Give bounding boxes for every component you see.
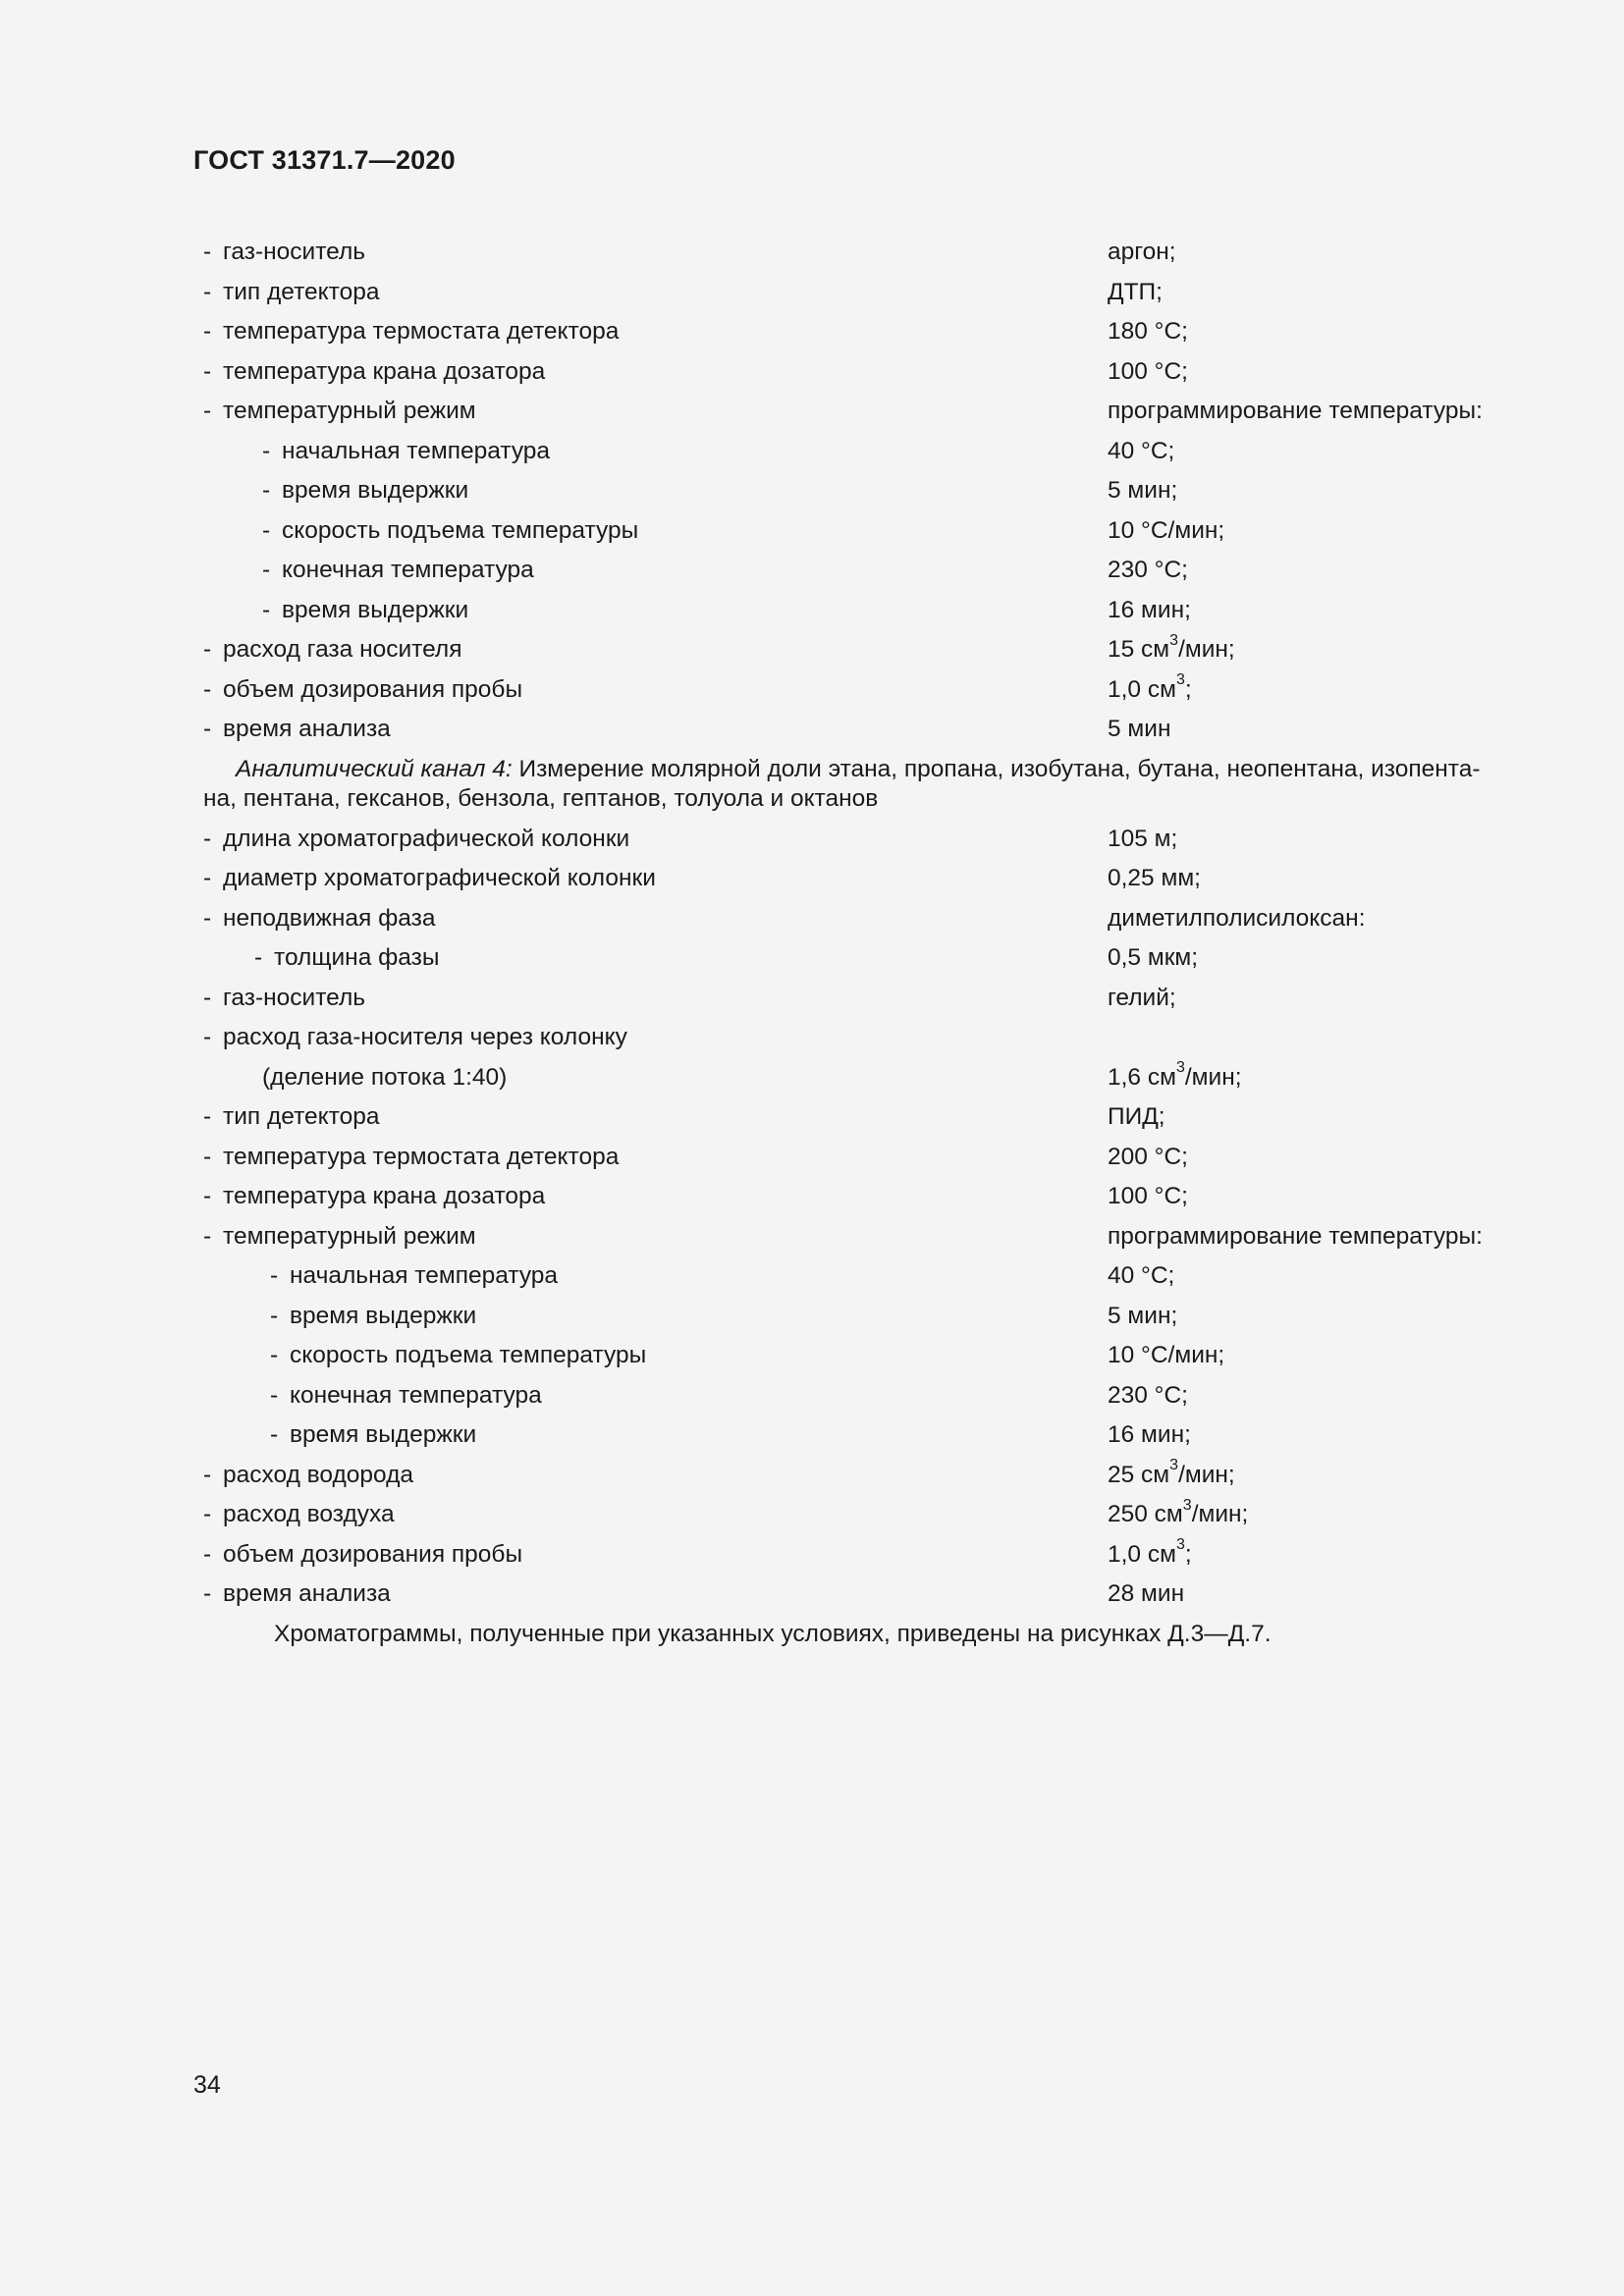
list-dash: - xyxy=(203,1183,212,1209)
list-dash: - xyxy=(203,675,212,703)
param-value: 1,6 $см^3$/мин; xyxy=(1108,1059,1242,1091)
list-dash: - xyxy=(203,398,212,424)
list-dash: - xyxy=(203,318,212,345)
param-label: тип детектора xyxy=(223,278,380,305)
param-label: начальная температура xyxy=(290,1262,559,1289)
param-label: время выдержки xyxy=(282,477,469,504)
param-value: 230 °С; xyxy=(1108,1381,1188,1409)
param-value: 40 °С; xyxy=(1108,437,1175,464)
chromatograms-note: Хроматограммы, полученные при указанных условиях, приведены на рисунках Д.3—Д.7. xyxy=(274,1620,1272,1647)
list-dash: - xyxy=(203,1461,212,1488)
list-dash: - xyxy=(254,944,263,971)
param-value: 10 °С/мин; xyxy=(1108,516,1225,544)
param-label: расход воздуха xyxy=(223,1501,395,1527)
param-label: температурный режим xyxy=(223,1222,476,1250)
param-value: 105 м; xyxy=(1108,825,1178,852)
param-value: 40 °С; xyxy=(1108,1262,1175,1289)
page-number: 34 xyxy=(193,2071,221,2099)
param-value: 15 $см^3$/мин; xyxy=(1108,631,1235,663)
list-dash: - xyxy=(270,1262,279,1289)
param-subrow xyxy=(0,511,1624,552)
param-value: 230 °С; xyxy=(1108,557,1188,583)
param-label: газ-носитель xyxy=(223,239,366,265)
param-row xyxy=(0,820,1624,860)
param-label: конечная температура xyxy=(290,1381,542,1409)
param-row xyxy=(0,1535,1624,1575)
param-row xyxy=(0,1177,1624,1217)
list-dash: - xyxy=(203,825,212,852)
param-subrow xyxy=(0,938,1624,979)
param-subrow xyxy=(0,1297,1624,1337)
param-value: 16 мин; xyxy=(1108,1421,1191,1448)
param-row xyxy=(0,233,1624,273)
param-row xyxy=(0,899,1624,939)
param-row xyxy=(0,630,1624,670)
channel-4-paragraph xyxy=(0,750,1624,820)
param-label: температура термостата детектора xyxy=(223,1143,620,1170)
param-value: 100 °С; xyxy=(1108,357,1188,385)
parameters-list xyxy=(0,233,1624,1654)
param-value: 10 °С/мин; xyxy=(1108,1342,1225,1368)
param-label: тип детектора xyxy=(223,1103,380,1130)
param-label: время выдержки xyxy=(290,1421,477,1448)
param-value: диметилполисилоксан: xyxy=(1108,904,1366,932)
param-subrow xyxy=(0,432,1624,472)
param-label: температура крана дозатора xyxy=(223,1183,546,1209)
param-label: расход газа носителя xyxy=(223,636,462,663)
param-value: 16 мин; xyxy=(1108,596,1191,623)
param-value: 0,25 мм; xyxy=(1108,865,1201,891)
param-label: длина хроматографической колонки xyxy=(223,825,630,852)
list-dash: - xyxy=(270,1302,279,1329)
param-value: 180 °С; xyxy=(1108,318,1188,345)
param-row xyxy=(0,859,1624,899)
document-header: ГОСТ 31371.7—2020 xyxy=(193,145,456,175)
param-value: 250 $см^3$/мин; xyxy=(1108,1496,1249,1527)
param-label: толщина фазы xyxy=(274,944,440,971)
param-label: расход водорода xyxy=(223,1461,414,1488)
channel-4-text-line1: Измерение молярной доли этана, пропана, изобутана, бутана, неопентана, изопента- xyxy=(512,755,1481,782)
param-label: газ-носитель xyxy=(223,984,366,1011)
list-dash: - xyxy=(203,1540,212,1568)
param-value: программирование температуры: xyxy=(1108,1222,1483,1250)
list-dash: - xyxy=(262,516,271,544)
param-label: (деление потока 1:40) xyxy=(262,1063,508,1091)
param-subrow xyxy=(0,471,1624,511)
param-row xyxy=(0,352,1624,393)
list-dash: - xyxy=(203,984,212,1011)
param-label: объем дозирования пробы xyxy=(223,1540,523,1568)
list-dash: - xyxy=(262,477,271,504)
param-label: диаметр хроматографической колонки xyxy=(223,865,656,891)
param-subrow xyxy=(0,1376,1624,1416)
param-label: время выдержки xyxy=(290,1302,477,1329)
param-value: программирование температуры: xyxy=(1108,398,1483,424)
list-dash: - xyxy=(270,1421,279,1448)
param-subrow xyxy=(0,1415,1624,1456)
param-subrow xyxy=(0,1336,1624,1376)
list-dash: - xyxy=(203,357,212,385)
list-dash: - xyxy=(203,1501,212,1527)
param-row xyxy=(0,979,1624,1019)
list-dash: - xyxy=(203,636,212,663)
param-value: аргон; xyxy=(1108,239,1176,265)
list-dash: - xyxy=(270,1381,279,1409)
param-value: 0,5 мкм; xyxy=(1108,944,1199,971)
param-value: гелий; xyxy=(1108,984,1176,1011)
param-value: 5 мин; xyxy=(1108,1302,1178,1329)
param-row xyxy=(0,670,1624,711)
list-dash: - xyxy=(203,1024,212,1050)
param-value: 200 °С; xyxy=(1108,1143,1188,1170)
param-row xyxy=(0,1495,1624,1535)
param-row xyxy=(0,392,1624,432)
param-label: начальная температура xyxy=(282,437,551,464)
list-dash: - xyxy=(203,716,212,742)
param-row xyxy=(0,1018,1624,1058)
param-value: ДТП; xyxy=(1108,278,1163,305)
param-label: температура термостата детектора xyxy=(223,318,620,345)
param-subrow xyxy=(0,591,1624,631)
param-value: 28 мин xyxy=(1108,1580,1185,1607)
param-row xyxy=(0,1575,1624,1615)
list-dash: - xyxy=(203,1143,212,1170)
param-row xyxy=(0,1456,1624,1496)
channel-4-title: Аналитический канал 4: xyxy=(236,755,513,782)
param-value: 1,0 $см^3$; xyxy=(1108,1536,1192,1568)
param-label: скорость подъема температуры xyxy=(282,516,639,544)
param-label: конечная температура xyxy=(282,557,534,583)
param-row xyxy=(0,273,1624,313)
param-value: 1,0 $см^3$; xyxy=(1108,671,1192,703)
list-dash: - xyxy=(262,557,271,583)
list-dash: - xyxy=(203,865,212,891)
param-label: температура крана дозатора xyxy=(223,357,546,385)
param-value: 25 $см^3$/мин; xyxy=(1108,1457,1235,1488)
param-label: время анализа xyxy=(223,716,391,742)
param-row-continuation xyxy=(0,1058,1624,1098)
list-dash: - xyxy=(203,1103,212,1130)
param-label: температурный режим xyxy=(223,398,476,424)
list-dash: - xyxy=(203,1222,212,1250)
param-label: объем дозирования пробы xyxy=(223,675,523,703)
channel-4-text-line2: на, пентана, гексанов, бензола, гептанов, толуола и октанов xyxy=(203,784,879,812)
param-label: скорость подъема температуры xyxy=(290,1342,647,1368)
list-dash: - xyxy=(203,278,212,305)
param-subrow xyxy=(0,1256,1624,1297)
param-value: 100 °С; xyxy=(1108,1183,1188,1209)
list-dash: - xyxy=(262,596,271,623)
list-dash: - xyxy=(270,1342,279,1368)
param-label: время анализа xyxy=(223,1580,391,1607)
param-row xyxy=(0,312,1624,352)
param-row xyxy=(0,1097,1624,1138)
param-row xyxy=(0,710,1624,750)
list-dash: - xyxy=(203,1580,212,1607)
param-row xyxy=(0,1138,1624,1178)
param-value: ПИД; xyxy=(1108,1103,1165,1130)
param-value: 5 мин; xyxy=(1108,477,1178,504)
list-dash: - xyxy=(203,904,212,932)
param-label: время выдержки xyxy=(282,596,469,623)
param-label: неподвижная фаза xyxy=(223,904,436,932)
param-value: 5 мин xyxy=(1108,716,1171,742)
param-subrow xyxy=(0,551,1624,591)
param-row xyxy=(0,1217,1624,1257)
param-label: расход газа-носителя через колонку xyxy=(223,1024,627,1050)
list-dash: - xyxy=(262,437,271,464)
list-dash: - xyxy=(203,239,212,265)
